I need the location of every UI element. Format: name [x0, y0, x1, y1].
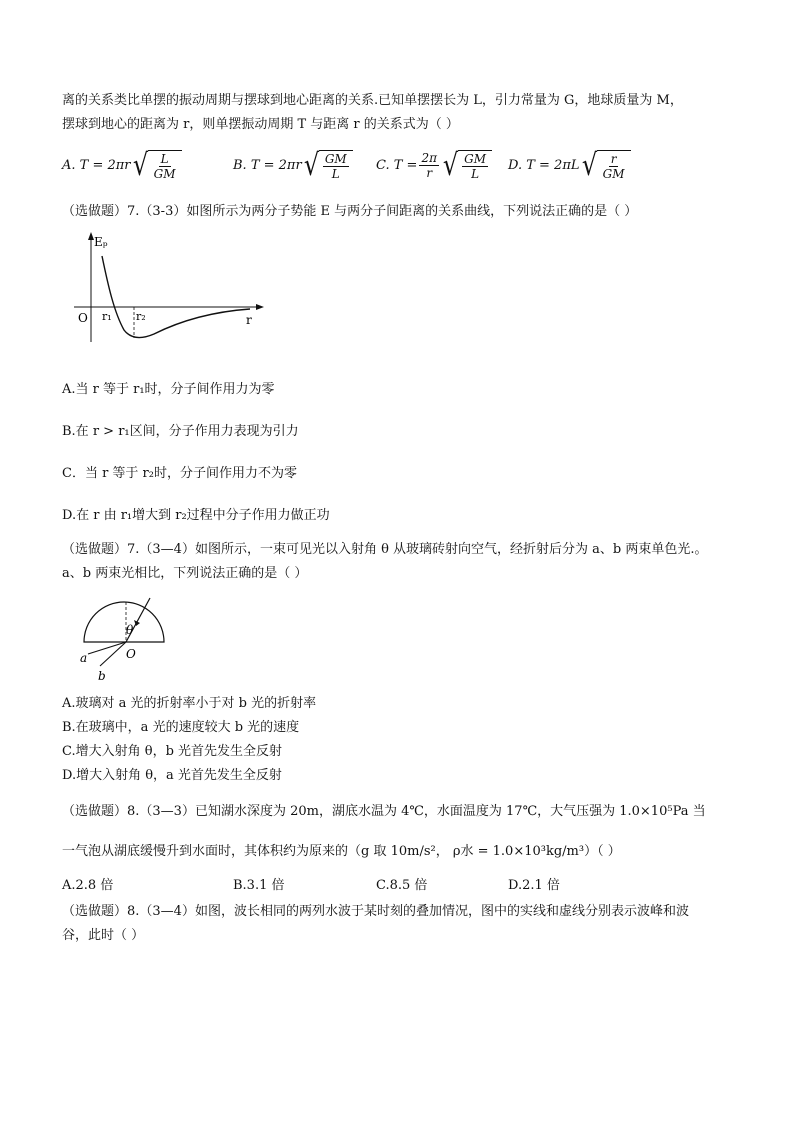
- q8b-stem-line1: （选做题）8.（3—4）如图，波长相同的两列水波于某时刻的叠加情况，图中的实线和虚线分别表示波峰和波: [62, 904, 689, 919]
- y-axis-label: Eₚ: [94, 235, 108, 249]
- q6-option-d: D. T = 2πL √ $\frac{r}{GM}$: [508, 150, 631, 181]
- q8b-stem-line2: 谷，此时（ ）: [62, 928, 145, 943]
- q7b-option-b: B.在玻璃中，a 光的速度较大 b 光的速度: [62, 720, 300, 735]
- q8a-option-d: D.2.1 倍: [508, 878, 560, 893]
- r1-label: r₁: [102, 310, 112, 323]
- q6-line2: 摆球到地心的距离为 r，则单摆振动周期 T 与距离 r 的关系式为（ ）: [62, 117, 459, 132]
- r2-label: r₂: [136, 310, 146, 323]
- q7a-option-a: A.当 r 等于 r₁时，分子间作用力为零: [62, 382, 275, 397]
- refraction-diagram: [74, 596, 174, 686]
- q7a-stem: （选做题）7.（3-3）如图所示为两分子势能 E 与两分子间距离的关系曲线，下列说法正确的是（ ）: [62, 204, 638, 219]
- q8a-option-c: C.8.5 倍: [376, 878, 428, 893]
- theta-label: θ: [126, 623, 134, 637]
- q7a-option-d: D.在 r 由 r₁增大到 r₂过程中分子作用力做正功: [62, 508, 330, 523]
- q7b-option-a: A.玻璃对 a 光的折射率小于对 b 光的折射率: [62, 696, 317, 711]
- point-o-label: O: [126, 647, 136, 661]
- q6-option-c: C. T = $\frac{2\pi}{r}$ √ $\frac{GM}{L}$: [376, 150, 492, 181]
- q6-option-b: B. T = 2πr √ $\frac{GM}{L}$: [233, 150, 353, 181]
- ray-b-label: b: [98, 669, 106, 683]
- q7a-option-c: C．当 r 等于 r₂时，分子间作用力不为零: [62, 466, 297, 481]
- x-axis-label: r: [246, 313, 252, 327]
- potential-energy-graph: [68, 230, 268, 348]
- q7b-stem-line2: a、b 两束光相比，下列说法正确的是（ ）: [62, 566, 308, 581]
- q7a-option-b: B.在 r > r₁区间，分子作用力表现为引力: [62, 424, 299, 439]
- q8a-option-a: A.2.8 倍: [62, 878, 114, 893]
- q7b-option-d: D.增大入射角 θ，a 光首先发生全反射: [62, 768, 282, 783]
- q8a-stem-line1: （选做题）8.（3—3）已知湖水深度为 20m，湖底水温为 4℃，水面温度为 17℃，大气压强为 1.0×10⁵Pa 当: [62, 804, 706, 819]
- origin-label: O: [78, 311, 88, 325]
- ray-a-label: a: [80, 651, 88, 665]
- q8a-stem-line2: 一气泡从湖底缓慢升到水面时，其体积约为原来的（g 取 10m/s²， ρ水 = 1.0×10³kg/m³）（ ）: [62, 844, 621, 859]
- q8a-option-b: B.3.1 倍: [233, 878, 285, 893]
- q6-line1: 离的关系类比单摆的振动周期与摆球到地心距离的关系.已知单摆摆长为 L，引力常量为 G，地球质量为 M，: [62, 93, 683, 108]
- q7b-stem-line1: （选做题）7.（3—4）如图所示，一束可见光以入射角 θ 从玻璃砖射向空气，经折射后分为 a、b 两束单色光.。: [62, 542, 708, 557]
- q6-option-a: A. T = 2πr √ $\frac{L}{GM}$: [62, 150, 182, 181]
- q7b-option-c: C.增大入射角 θ，b 光首先发生全反射: [62, 744, 283, 759]
